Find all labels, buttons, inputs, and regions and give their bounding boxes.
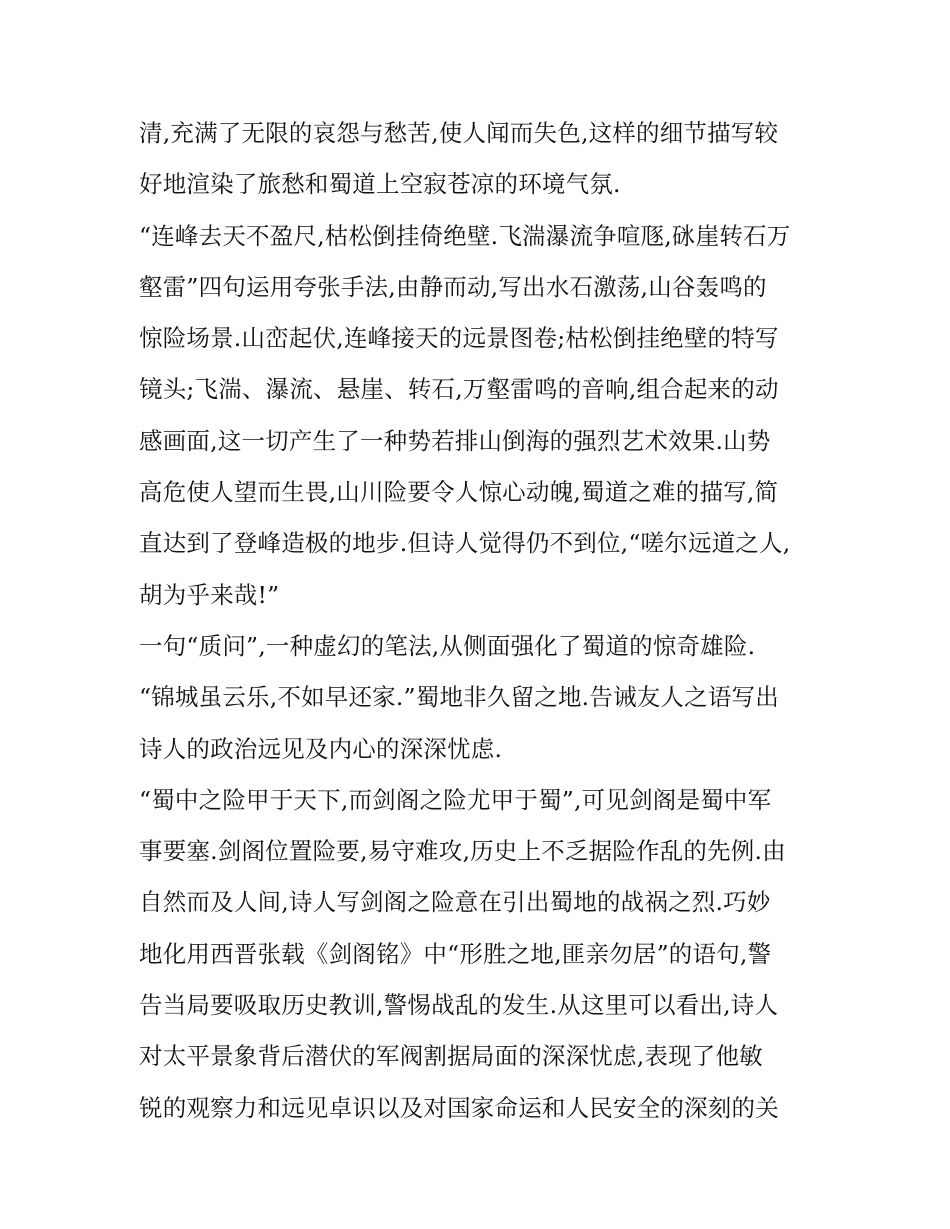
text-line: 地化用西晋张载《剑阁铭》中“形胜之地,匪亲勿居”的语句,警 xyxy=(139,939,772,968)
text-line: 事要塞.剑阁位置险要,易守难攻,历史上不乏据险作乱的先例.由 xyxy=(139,837,786,866)
text-line: 清,充满了无限的哀怨与愁苦,使人闻而失色,这样的细节描写较 xyxy=(139,119,779,147)
text-line: 一句“质问”,一种虚幻的笔法,从侧面强化了蜀道的惊奇雄险. xyxy=(139,631,756,660)
text-line: “锦城虽云乐,不如早还家.”蜀地非久留之地.告诫友人之语写出 xyxy=(139,683,779,712)
body-text xyxy=(139,108,819,1134)
text-line: 胡为乎来哉!” xyxy=(139,580,280,609)
text-line: 对太平景象背后潜伏的军阀割据局面的深深忧虑,表现了他敏 xyxy=(139,1042,763,1071)
text-line: “蜀中之险甲于天下,而剑阁之险尤甲于蜀”,可见剑阁是蜀中军 xyxy=(139,785,772,814)
text-line: 高危使人望而生畏,山川险要令人惊心动魄,蜀道之难的描写,简 xyxy=(139,478,779,507)
text-line: 诗人的政治远见及内心的深深忧虑. xyxy=(139,734,503,763)
text-line: “连峰去天不盈尺,枯松倒挂倚绝壁.飞湍瀑流争喧豗,砯崖转石万 xyxy=(139,221,791,250)
text-line: 好地渲染了旅愁和蜀道上空寂苍凉的环境气氛. xyxy=(139,170,621,199)
text-line: 惊险场景.山峦起伏,连峰接天的远景图卷;枯松倒挂绝壁的特写 xyxy=(139,324,779,353)
text-line: 自然而及人间,诗人写剑阁之险意在引出蜀地的战祸之烈.巧妙 xyxy=(139,888,771,917)
text-line: 壑雷”四句运用夸张手法,由静而动,写出水石激荡,山谷轰鸣的 xyxy=(139,272,767,301)
text-line: 锐的观察力和远见卓识以及对国家命运和人民安全的深刻的关 xyxy=(139,1093,779,1122)
text-line: 镜头;飞湍、瀑流、悬崖、转石,万壑雷鸣的音响,组合起来的动 xyxy=(139,375,779,404)
text-line: 告当局要吸取历史教训,警惕战乱的发生.从这里可以看出,诗人 xyxy=(139,991,779,1020)
text-line: 感画面,这一切产生了一种势若排山倒海的强烈艺术效果.山势 xyxy=(139,426,771,455)
text-line: 直达到了登峰造极的地步.但诗人觉得仍不到位,“嗟尔远道之人, xyxy=(139,529,791,558)
